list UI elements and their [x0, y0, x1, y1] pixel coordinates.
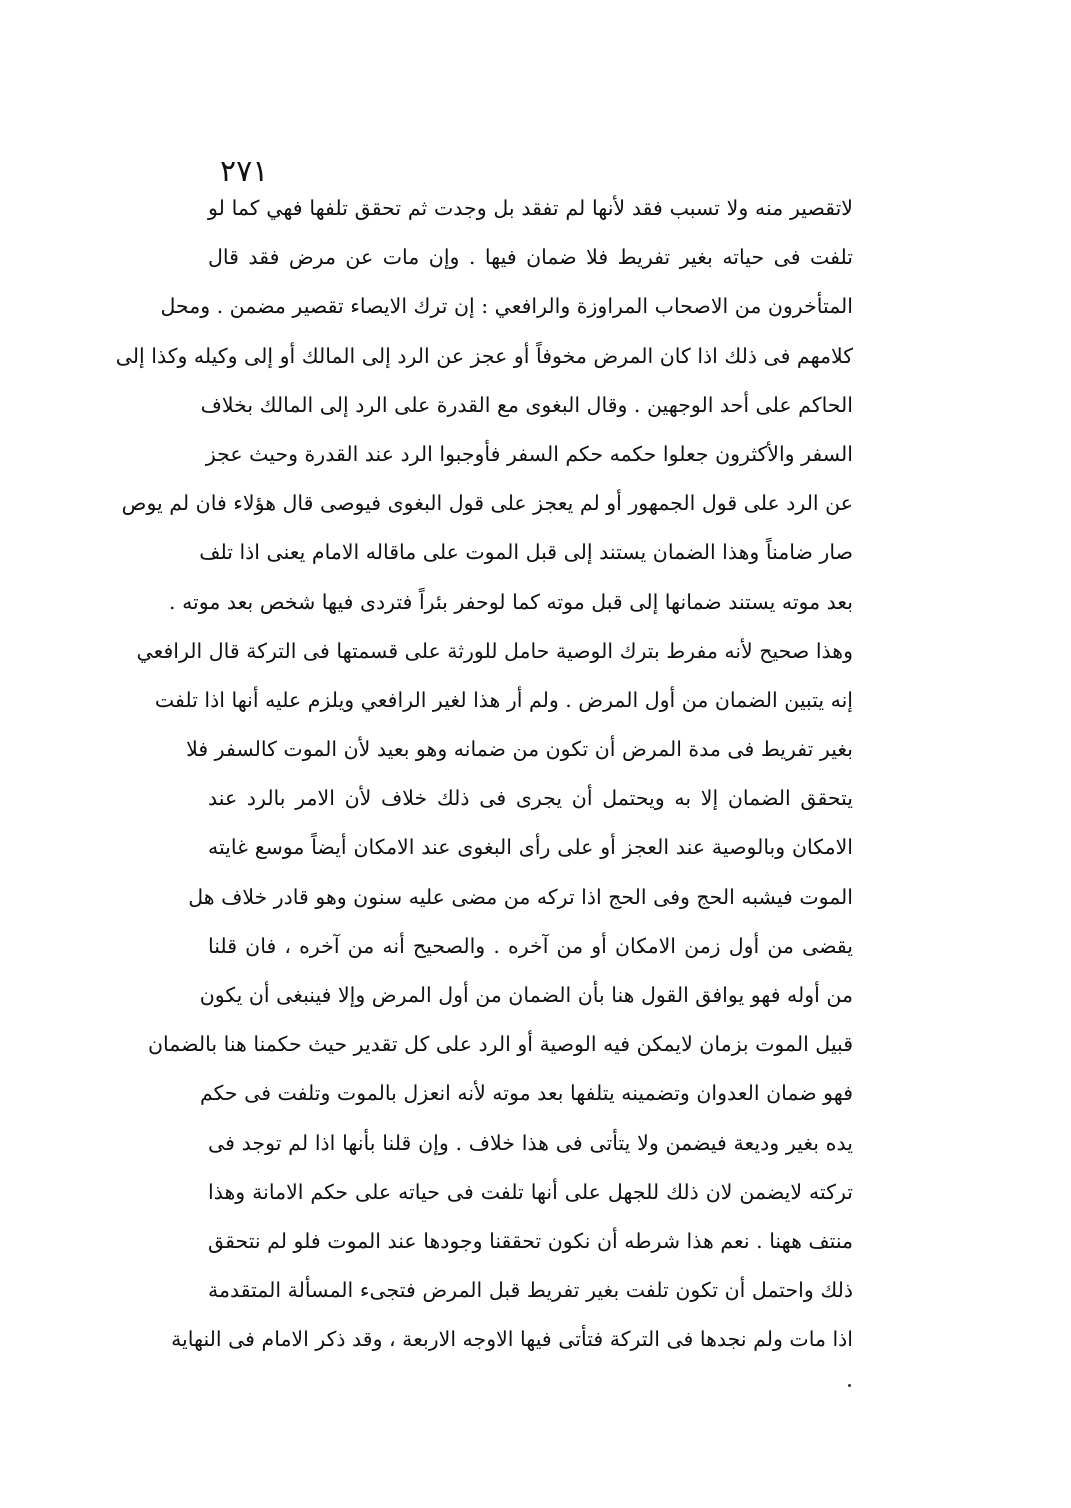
text-line: وهذا صحيح لأنه مفرط بترك الوصية حامل للورثة على قسمتها فى التركة قال الرافعي: [136, 638, 853, 663]
text-line: اذا مات ولم نجدها فى التركة فتأتى فيها الاوجه الاربعة ، وقد ذكر الامام فى النهاية: [171, 1327, 853, 1352]
text-line: بغير تفريط فى مدة المرض أن تكون من ضمانه وهو بعيد لأن الموت كالسفر فلا: [186, 737, 853, 762]
text-line: قبيل الموت بزمان لايمكن فيه الوصية أو الرد على كل تقدير حيث حكمنا هنا بالضمان: [147, 1032, 853, 1057]
text-line: السفر والأكثرون جعلوا حكمه حكم السفر فأوجبوا الرد عند القدرة وحيث عجز: [205, 441, 853, 466]
text-line: يقضى من أول زمن الامكان أو من آخره . والصحيح أنه من آخره ، فان قلنا: [208, 933, 853, 958]
page-number: ٢٧١: [220, 154, 269, 189]
text-line: فهو ضمان العدوان وتضمينه يتلفها بعد موته لأنه انعزل بالموت وتلفت فى حكم: [199, 1081, 853, 1106]
text-line: منتف ههنا . نعم هذا شرطه أن نكون تحققنا وجودها عند الموت فلو لم نتحقق: [208, 1228, 853, 1253]
text-line: عن الرد على قول الجمهور أو لم يعجز على قول البغوى فيوصى قال هؤلاء فان لم يوص: [121, 491, 853, 516]
text-line: الموت فيشبه الحج وفى الحج اذا تركه من مضى عليه سنون وهو قادر خلاف هل: [188, 884, 853, 909]
text-line: صار ضامناً وهذا الضمان يستند إلى قبل الموت على ماقاله الامام يعنى اذا تلف: [199, 540, 853, 565]
body-text: [115, 184, 853, 1365]
text-line: إنه يتبين الضمان من أول المرض . ولم أر هذا لغير الرافعي ويلزم عليه أنها اذا تلفت: [154, 687, 853, 712]
text-line: يده بغير وديعة فيضمن ولا يتأتى فى هذا خلاف . وإن قلنا بأنها اذا لم توجد فى: [208, 1130, 853, 1155]
text-line: الحاكم على أحد الوجهين . وقال البغوى مع القدرة على الرد إلى المالك بخلاف: [200, 392, 853, 417]
text-line: تركته لايضمن لان ذلك للجهل على أنها تلفت فى حياته على حكم الامانة وهذا: [208, 1179, 853, 1204]
text-line: يتحقق الضمان إلا به ويحتمل أن يجرى فى ذلك خلاف لأن الامر بالرد عند: [208, 786, 853, 811]
text-line: كلامهم فى ذلك اذا كان المرض مخوفاً أو عجز عن الرد إلى المالك أو إلى وكيله وكذا إلى: [115, 343, 853, 368]
text-line: بعد موته يستند ضمانها إلى قبل موته كما لوحفر بئراً فتردى فيها شخص بعد موته .: [169, 589, 853, 614]
text-line: الامكان وبالوصية عند العجز أو على رأى البغوى عند الامكان أيضاً موسع غايته: [208, 835, 853, 860]
text-line: لاتقصير منه ولا تسبب فقد لأنها لم تفقد بل وجدت ثم تحقق تلفها فهي كما لو: [208, 196, 853, 220]
text-line: تلفت فى حياته بغير تفريط فلا ضمان فيها . وإن مات عن مرض فقد قال: [208, 245, 853, 270]
text-line: المتأخرون من الاصحاب المراوزة والرافعي : إن ترك الايصاء تقصير مضمن . ومحل: [160, 294, 853, 319]
text-line: من أوله فهو يوافق القول هنا بأن الضمان من أول المرض وإلا فينبغى أن يكون: [199, 983, 853, 1007]
text-line: ذلك واحتمل أن تكون تلفت بغير تفريط قبل المرض فتجىء المسألة المتقدمة: [208, 1278, 853, 1303]
stray-ink-dot: [848, 1384, 851, 1387]
